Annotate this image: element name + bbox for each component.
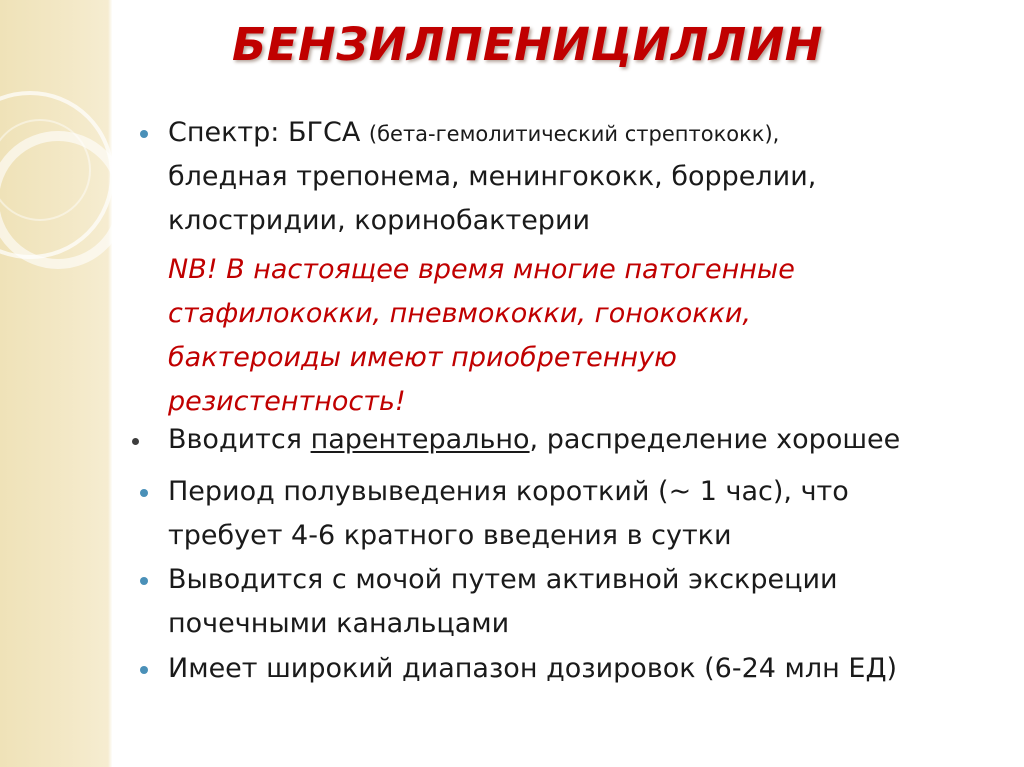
- slide-title: БЕНЗИЛПЕНИЦИЛЛИН: [232, 18, 823, 71]
- administration-suffix: , распределение хорошее: [529, 424, 901, 455]
- bullet-line: Период полувыведения короткий (~ 1 час), что: [168, 476, 849, 507]
- decorative-ring-large: [0, 93, 112, 257]
- nb-note-line: стафилококки, пневмококки, гонококки,: [168, 298, 752, 329]
- sidebar-edge: [108, 0, 112, 767]
- decorative-ring-medium: [0, 136, 112, 264]
- bullet-line: почечными канальцами: [168, 608, 510, 639]
- bullet-line: Выводится с мочой путем активной экскреции: [168, 564, 838, 595]
- bullet-marker: [140, 130, 148, 138]
- decorative-rings: [0, 0, 112, 300]
- bullet-line: Имеет широкий диапазон дозировок (6-24 млн ЕД): [168, 653, 898, 684]
- bullet-marker: [132, 438, 139, 445]
- bullet-line: [168, 116, 779, 151]
- decorative-sidebar: [0, 0, 112, 767]
- bullet-line: [168, 423, 900, 457]
- spectrum-abbreviation-note: (бета-гемолитический стрептококк),: [368, 122, 780, 146]
- bullet-marker: [140, 666, 148, 674]
- nb-note-line: NB! В настоящее время многие патогенные: [168, 254, 795, 285]
- bullet-line: требует 4-6 кратного введения в сутки: [168, 520, 732, 551]
- bullet-line: клостридии, коринобактерии: [168, 205, 591, 236]
- bullet-line: бледная трепонема, менингококк, боррелии,: [168, 161, 817, 192]
- bullet-marker: [140, 489, 148, 497]
- bullet-marker: [140, 577, 148, 585]
- nb-note-line: бактероиды имеют приобретенную: [168, 342, 677, 373]
- administration-prefix: Вводится: [168, 424, 311, 455]
- administration-route: парентерально: [310, 424, 530, 455]
- nb-note-line: резистентность!: [168, 386, 406, 417]
- spectrum-label: Спектр: БГСА: [168, 117, 369, 148]
